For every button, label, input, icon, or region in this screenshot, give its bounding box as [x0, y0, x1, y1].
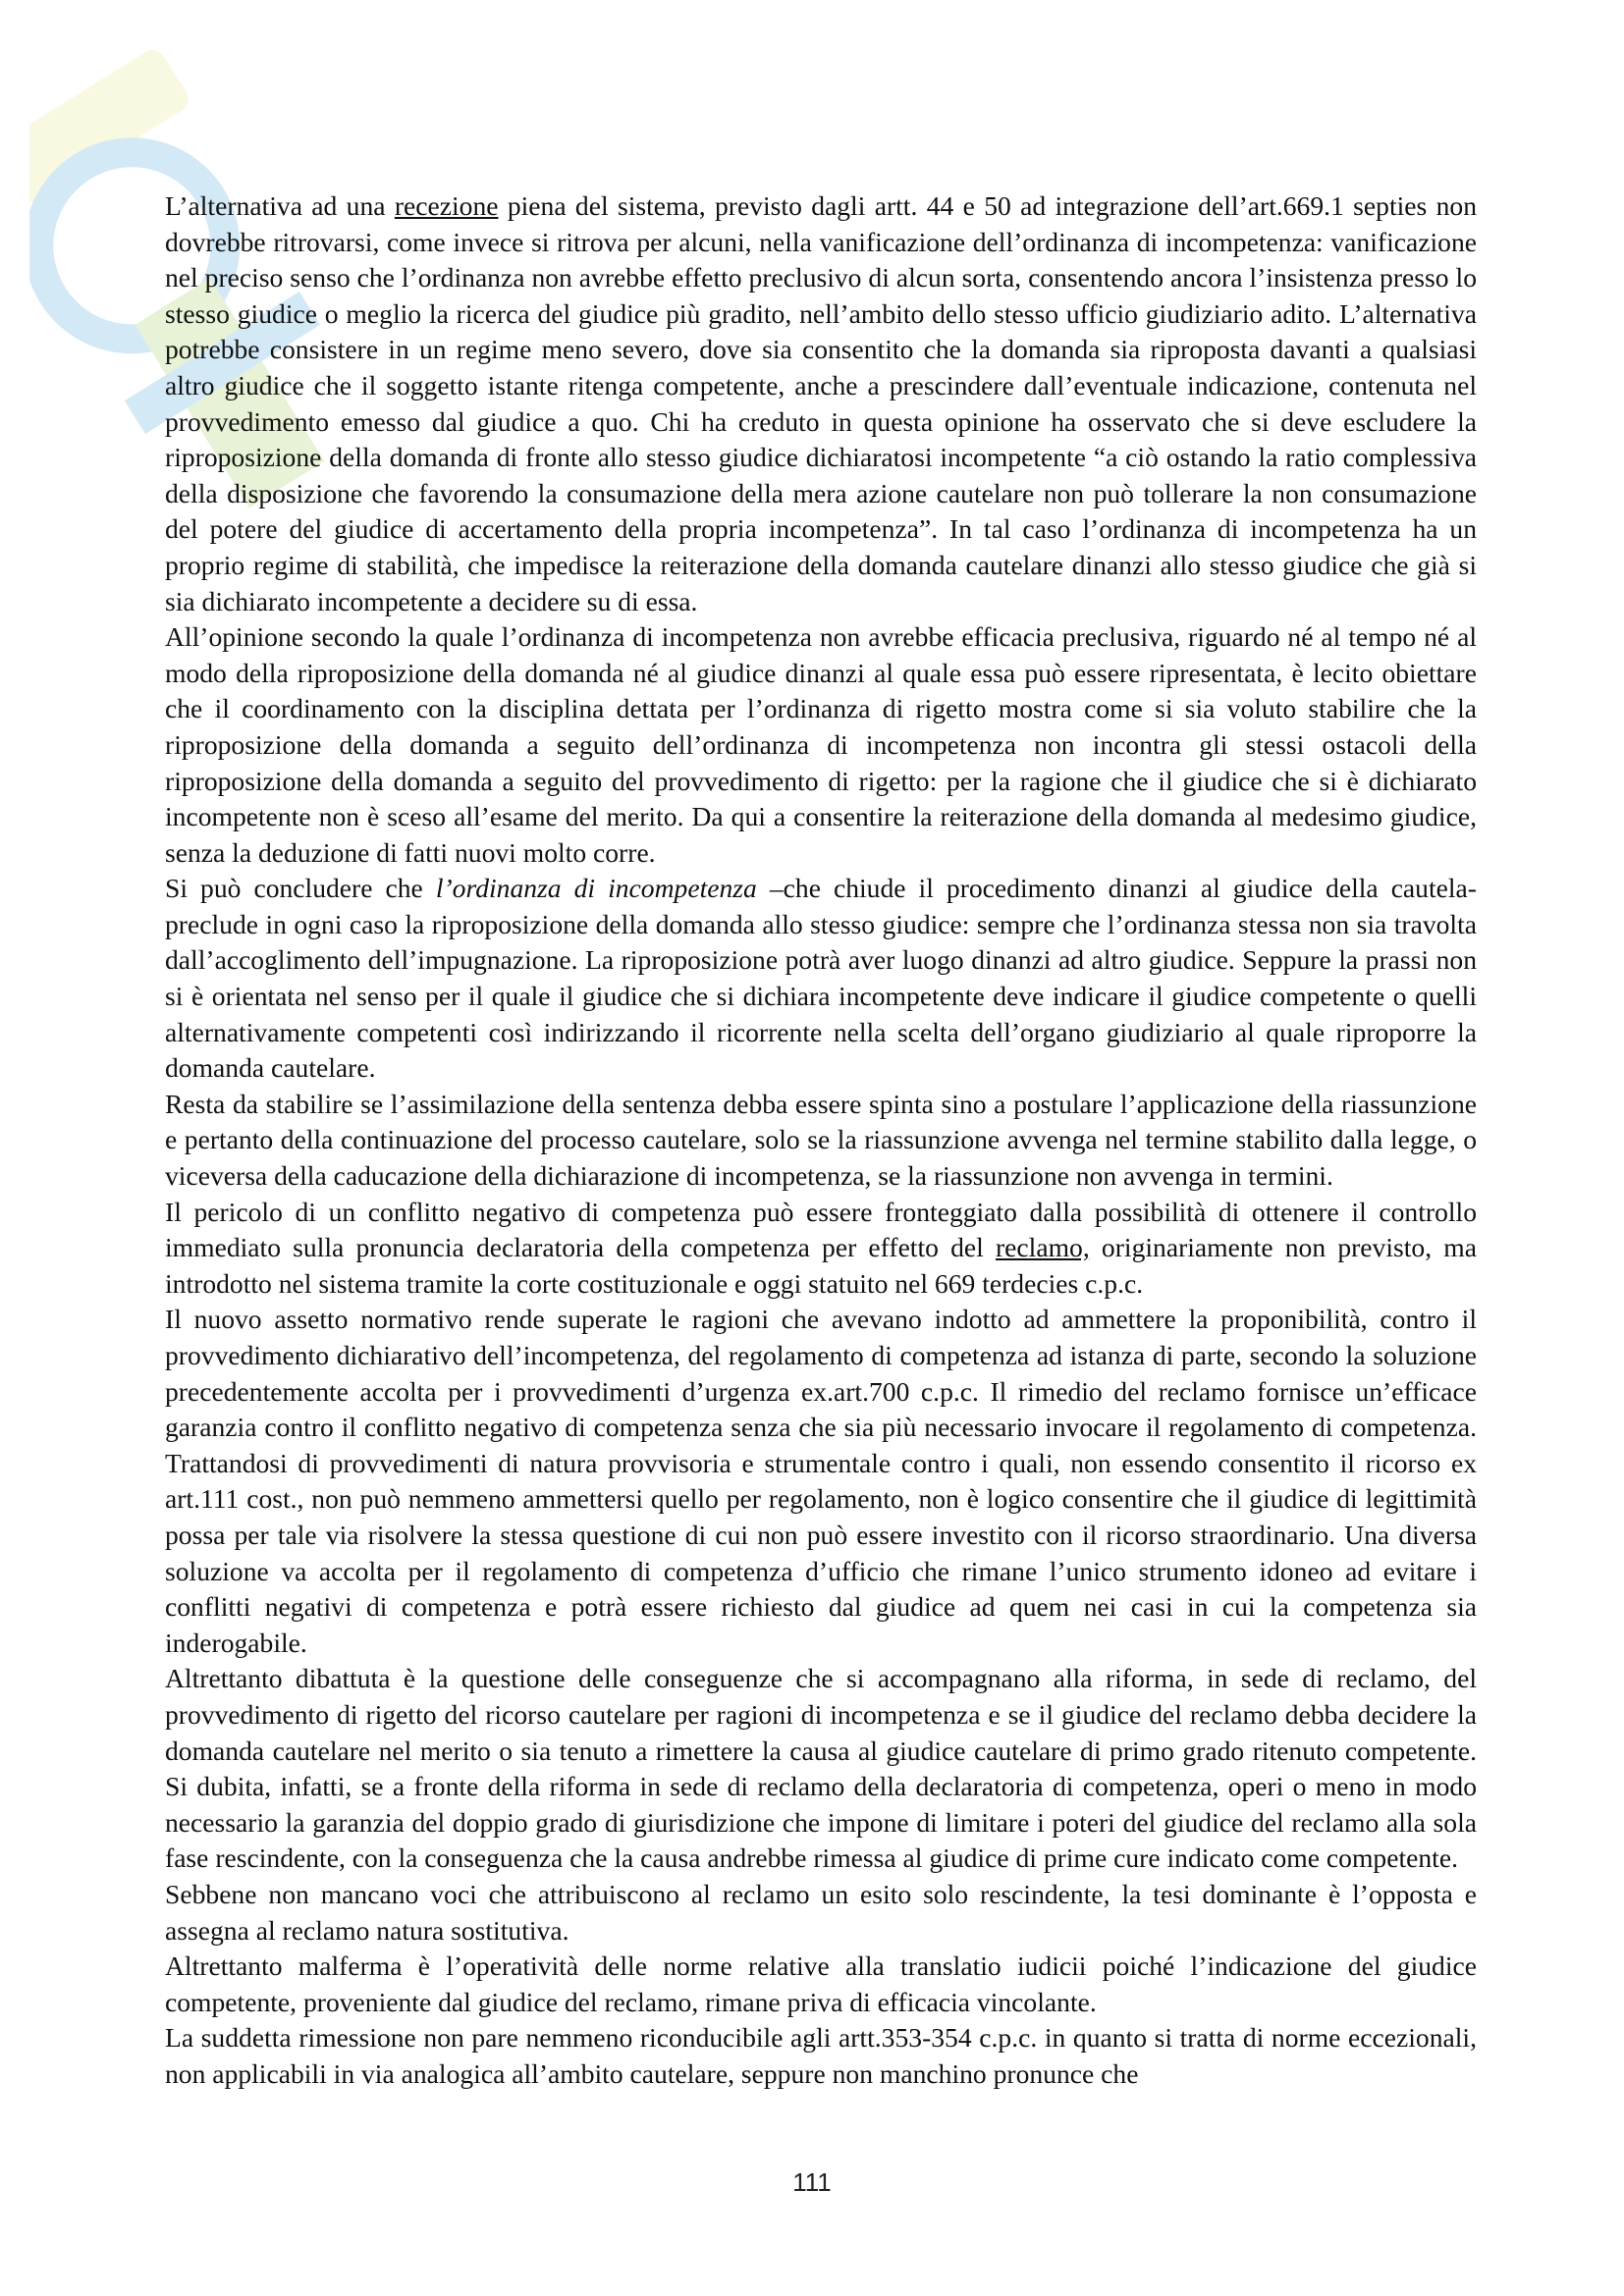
paragraph-9: [165, 1949, 1477, 2020]
text-run: Il pericolo di un conflitto negativo di competenza può essere fronteggiato dalla possibilità di ottenere il controllo immediato sulla pronuncia declaratoria della competenza per effetto del: [165, 1196, 1477, 1263]
paragraph-1: [165, 188, 1477, 619]
text-run: piena del sistema, previsto dagli artt. 44 e 50 ad integrazione dell’art.669.1 septies non dovrebbe ritrovarsi, come invece si ritrova per alcuni, nella vanificazione dell’ordinanza di incompetenza: vanificazione nel preciso senso che l’ordinanza non avrebbe effetto preclusivo di alcun sorta, consentendo ancora l’insistenza presso lo stesso giudice o meglio la ricerca del giudice più gradito, nell’ambito dello stesso ufficio giudiziario adito. L’alternativa potrebbe consistere in un regime meno severo, dove sia consentito che la domanda sia riproposta davanti a qualsiasi altro giudice che il soggetto istante ritenga competente, anche a prescindere dall’eventuale indicazione, contenuta nel provvedimento emesso dal giudice a quo. Chi ha creduto in questa opinione ha osservato che si deve escludere la riproposizione della domanda di fronte allo stesso giudice dichiaratosi incompetente “a ciò ostando la ratio complessiva della disposizione che favorendo la consumazione della mera azione cautelare non può tollerare la non consumazione del potere del giudice di accertamento della propria incompetenza”. In tal caso l’ordinanza di incompetenza ha un proprio regime di stabilità, che impedisce la reiterazione della domanda cautelare dinanzi allo stesso giudice che già si sia dichiarato incompetente a decidere su di essa.: [165, 190, 1477, 616]
text-run: originariamente non previsto, ma introdotto nel sistema tramite la corte costituzionale e oggi statuito nel 669 terdecies c.p.c.: [165, 1232, 1477, 1299]
underlined-term: recezione: [394, 190, 499, 221]
paragraph-4: [165, 1087, 1477, 1195]
paragraph-2: [165, 619, 1477, 871]
underlined-term: reclamo,: [995, 1232, 1090, 1263]
text-run: Sebbene non mancano voci che attribuiscono al reclamo un esito solo rescindente, la tesi dominante è l’opposta e assegna al reclamo natura sostitutiva.: [165, 1878, 1477, 1946]
paragraph-10: [165, 2020, 1477, 2092]
page-number: 111: [792, 2167, 832, 2197]
text-run: Resta da stabilire se l’assimilazione della sentenza debba essere spinta sino a postulare l’applicazione della riassunzione e pertanto della continuazione del processo cautelare, solo se la riassunzione avvenga nel termine stabilito dalla legge, o viceversa della caducazione della dichiarazione di incompetenza, se la riassunzione non avvenga in termini.: [165, 1088, 1477, 1192]
italic-term: l’ordinanza di incompetenza: [435, 873, 757, 904]
text-run: Si può concludere che: [165, 873, 436, 904]
text-run: Il nuovo assetto normativo rende superate le ragioni che avevano indotto ad ammettere la proponibilità, contro il provvedimento dichiarativo dell’incompetenza, del regolamento di competenza ad istanza di parte, secondo la soluzione precedentemente accolta per i provvedimenti d’urgenza ex.art.700 c.p.c. Il rimedio del reclamo fornisce un’efficace garanzia contro il conflitto negativo di competenza senza che sia più necessario invocare il regolamento di competenza. Trattandosi di provvedimenti di natura provvisoria e strumentale contro i quali, non essendo consentito il ricorso ex art.111 cost., non può nemmeno ammettersi quello per regolamento, non è logico consentire che il giudice di legittimità possa per tale via risolvere la stessa questione di cui non può essere investito con il ricorso straordinario. Una diversa soluzione va accolta per il regolamento di competenza d’ufficio che rimane l’unico strumento idoneo ad evitare i conflitti negativi di competenza e potrà essere richiesto dal giudice ad quem nei casi in cui la competenza sia inderogabile.: [165, 1304, 1477, 1658]
text-run: All’opinione secondo la quale l’ordinanza di incompetenza non avrebbe efficacia preclusiva, riguardo né al tempo né al modo della riproposizione della domanda né al giudice dinanzi al quale essa può essere ripresentata, è lecito obiettare che il coordinamento con la disciplina dettata per l’ordinanza di rigetto mostra come si sia voluto stabilire che la riproposizione della domanda a seguito dell’ordinanza di incompetenza non incontra gli stessi ostacoli della riproposizione della domanda a seguito del provvedimento di rigetto: per la ragione che il giudice che si è dichiarato incompetente non è sceso all’esame del merito. Da qui a consentire la reiterazione della domanda al medesimo giudice, senza la deduzione di fatti nuovi molto corre.: [165, 621, 1477, 868]
document-body: [165, 188, 1477, 2152]
text-run: –che chiude il procedimento dinanzi al giudice della cautela- preclude in ogni caso la riproposizione della domanda allo stesso giudice: sempre che l’ordinanza stessa non sia travolta dall’accoglimento dell’impugnazione. La riproposizione potrà aver luogo dinanzi ad altro giudice. Seppure la prassi non si è orientata nel senso per il quale il giudice che si dichiara incompetente deve indicare il giudice competente o quelli alternativamente competenti così indirizzando il ricorrente nella scelta dell’organo giudiziario al quale riproporre la domanda cautelare.: [165, 873, 1477, 1084]
paragraph-6: [165, 1302, 1477, 1661]
text-run: Altrettanto malferma è l’operatività delle norme relative alla translatio iudicii poiché l’indicazione del giudice competente, proveniente dal giudice del reclamo, rimane priva di efficacia vincolante.: [165, 1950, 1477, 2017]
paragraph-5: [165, 1195, 1477, 1303]
text-run: Altrettanto dibattuta è la questione delle conseguenze che si accompagnano alla riforma, in sede di reclamo, del provvedimento di rigetto del ricorso cautelare per ragioni di incompetenza e se il giudice del reclamo debba decidere la domanda cautelare nel merito o sia tenuto a rimettere la causa al giudice cautelare di primo grado ritenuto competente. Si dubita, infatti, se a fronte della riforma in sede di reclamo della declaratoria di competenza, operi o meno in modo necessario la garanzia del doppio grado di giurisdizione che impone di limitare i poteri del giudice del reclamo alla sola fase rescindente, con la conseguenza che la causa andrebbe rimessa al giudice di prime cure indicato come competente.: [165, 1663, 1477, 1874]
text-run: L’alternativa ad una: [165, 190, 395, 221]
watermark-yellow-band: [29, 45, 193, 207]
paragraph-7: [165, 1661, 1477, 1877]
text-run: La suddetta rimessione non pare nemmeno riconducibile agli artt.353-354 c.p.c. in quanto si tratta di norme eccezionali, non applicabili in via analogica all’ambito cautelare, seppure non manchino pronunce che: [165, 2022, 1477, 2089]
paragraph-3: [165, 871, 1477, 1087]
paragraph-8: [165, 1877, 1477, 1949]
